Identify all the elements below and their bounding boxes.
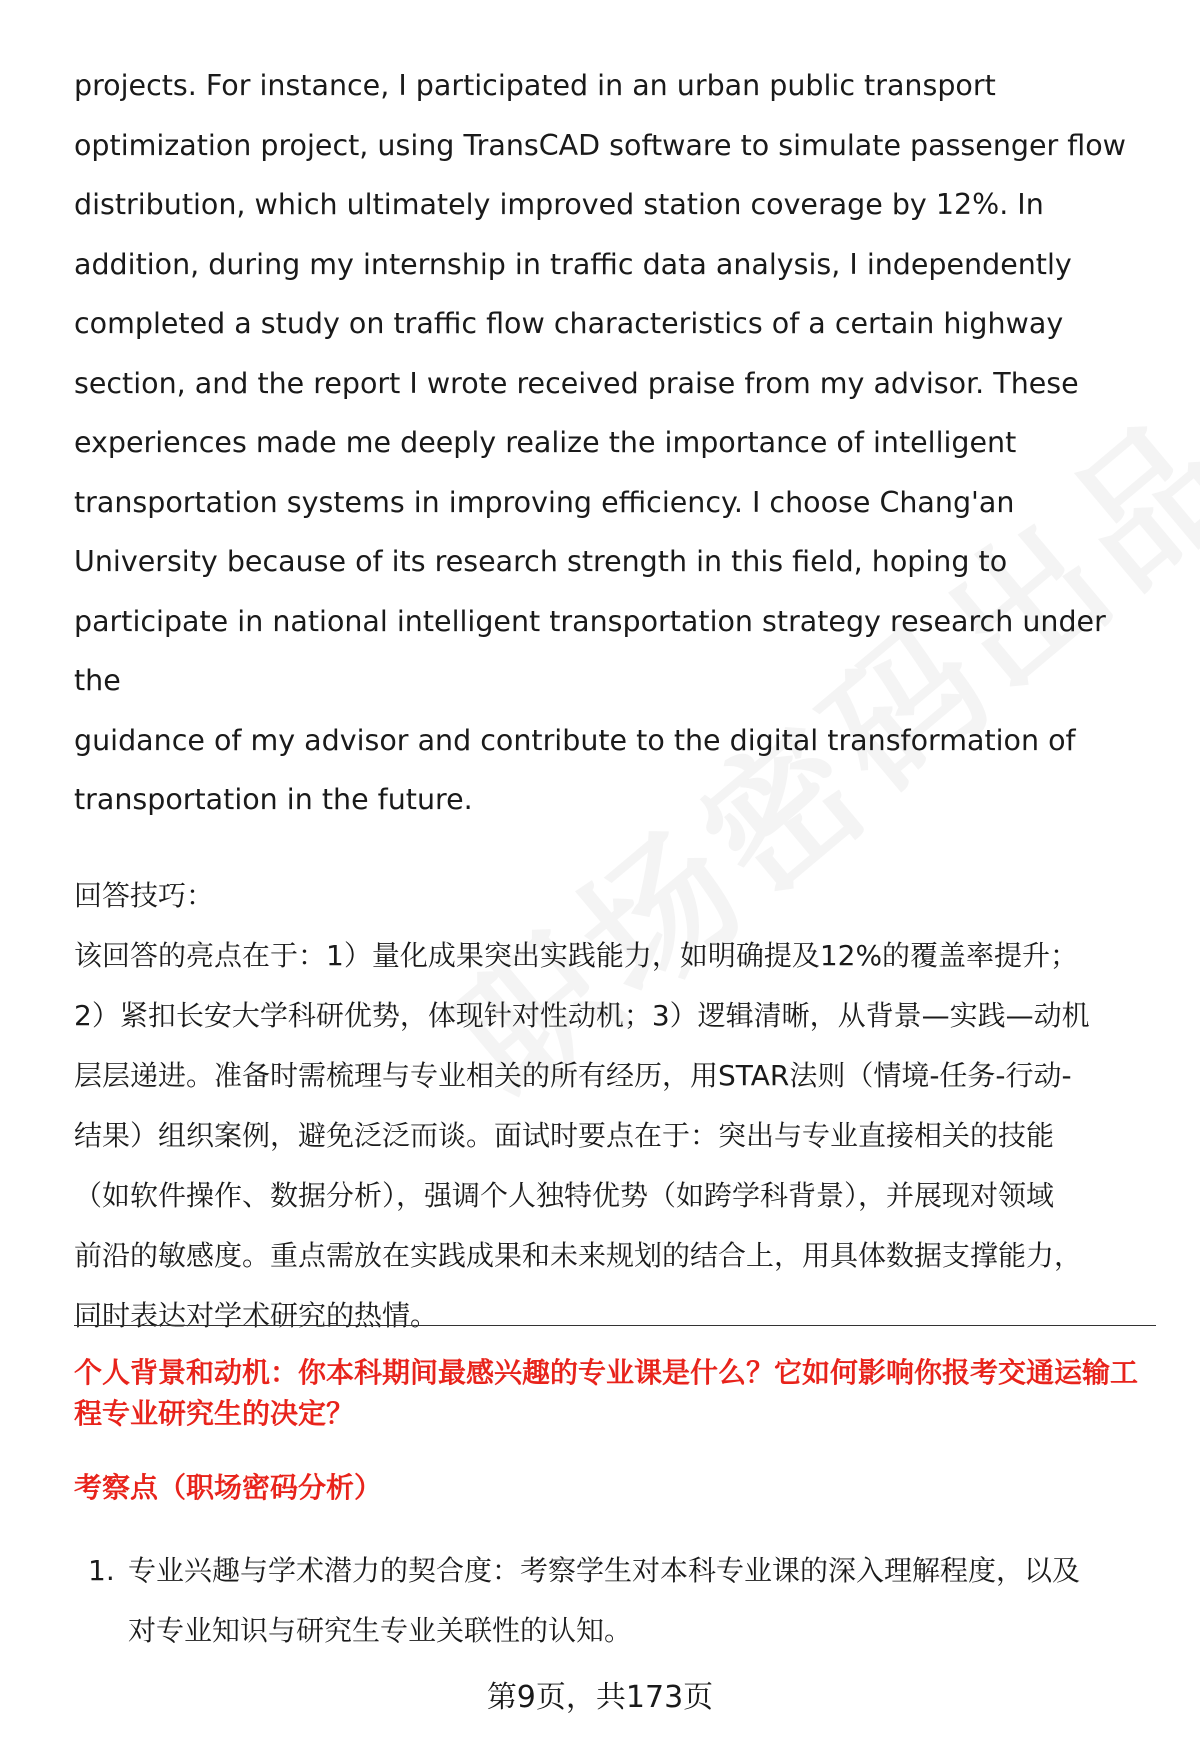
- list-item-line: 专业兴趣与学术潜力的契合度：考察学生对本科专业课的深入理解程度，以及: [128, 1554, 1081, 1587]
- tips-line: （如软件操作、数据分析），强调个人独特优势（如跨学科背景），并展现对领域: [74, 1178, 1055, 1212]
- answer-line: transportation in the future.: [74, 783, 473, 816]
- list-item: [74, 1541, 1156, 1661]
- answer-line: addition, during my internship in traffic data analysis, I independently: [74, 247, 1072, 281]
- answer-line: completed a study on traffic flow characteristics of a certain highway: [74, 307, 1064, 340]
- answer-line: guidance of my advisor and contribute to the digital transformation of: [74, 723, 1076, 757]
- page-number: 第9页，共173页: [486, 1680, 714, 1715]
- tips-body: [74, 926, 1156, 1346]
- tips-line: 层层递进。准备时需梳理与专业相关的所有经历，用STAR法则（情境-任务-行动-: [74, 1058, 1072, 1092]
- answer-tips: [74, 866, 1156, 1346]
- assessment-point-list: [74, 1541, 1156, 1661]
- answer-line: distribution, which ultimately improved station coverage by 12%. In: [74, 188, 1044, 221]
- tips-title: 回答技巧：: [74, 878, 215, 912]
- list-item-number: 1.: [88, 1554, 115, 1587]
- assessment-heading: 考察点（职场密码分析）: [74, 1471, 383, 1504]
- tips-line: 2）紧扣长安大学科研优势，体现针对性动机；3）逻辑清晰，从背景—实践—动机: [74, 998, 1090, 1032]
- section-divider: [74, 1325, 1156, 1326]
- answer-line: projects. For instance, I participated in an urban public transport: [74, 69, 996, 102]
- answer-line: transportation systems in improving efficiency. I choose Chang'an: [74, 485, 1015, 519]
- tips-line: 该回答的亮点在于：1）量化成果突出实践能力，如明确提及12%的覆盖率提升；: [74, 938, 1079, 972]
- answer-paragraph: [74, 56, 1156, 830]
- tips-line: 结果）组织案例，避免泛泛而谈。面试时要点在于：突出与专业直接相关的技能: [74, 1118, 1055, 1152]
- answer-line: section, and the report I wrote received praise from my advisor. These: [74, 366, 1079, 400]
- interview-question: 个人背景和动机：你本科期间最感兴趣的专业课是什么？它如何影响你报考交通运输工程专业研究生的决定？: [74, 1356, 1139, 1430]
- answer-line: optimization project, using TransCAD software to simulate passenger flow: [74, 128, 1126, 162]
- tips-line: 同时表达对学术研究的热情。: [74, 1298, 439, 1332]
- list-item-line: 对专业知识与研究生专业关联性的认知。: [128, 1614, 633, 1647]
- answer-line: University because of its research strength in this field, hoping to: [74, 545, 1008, 578]
- tips-line: 前沿的敏感度。重点需放在实践成果和未来规划的结合上，用具体数据支撑能力，: [74, 1238, 1083, 1272]
- list-item-text: [128, 1541, 1156, 1661]
- answer-line: experiences made me deeply realize the importance of intelligent: [74, 426, 1017, 459]
- answer-content: [74, 56, 1156, 1346]
- answer-line: participate in national intelligent transportation strategy research under the: [74, 604, 1106, 697]
